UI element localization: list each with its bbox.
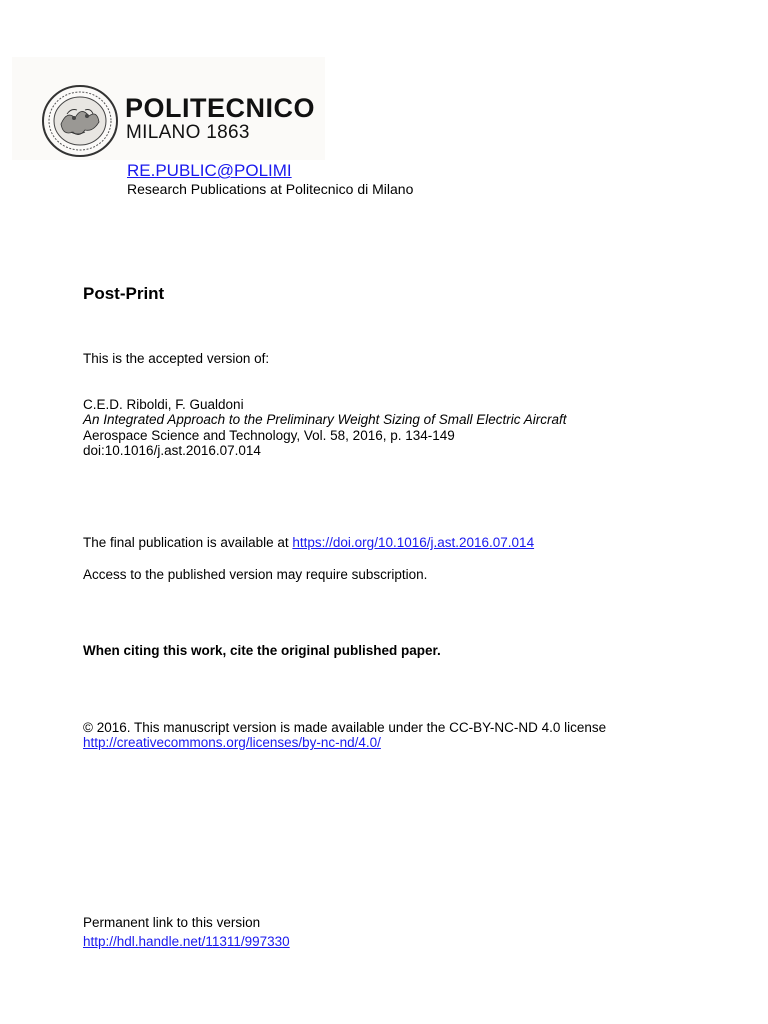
repository-description: Research Publications at Politecnico di Milano <box>127 181 414 197</box>
license-link[interactable]: http://creativecommons.org/licenses/by-nc-nd/4.0/ <box>83 735 381 750</box>
accepted-intro: This is the accepted version of: <box>83 351 270 366</box>
permanent-link[interactable]: http://hdl.handle.net/11311/997330 <box>83 934 290 949</box>
citation-journal: Aerospace Science and Technology, Vol. 58, 2016, p. 134-149 <box>83 428 455 443</box>
permanent-link-label: Permanent link to this version <box>83 915 261 930</box>
politecnico-seal-icon <box>41 84 119 158</box>
access-note: Access to the published version may require subscription. <box>83 567 428 582</box>
final-publication-prefix: The final publication is available at <box>83 535 293 550</box>
page-title: Post-Print <box>83 284 165 303</box>
logo-title: POLITECNICO <box>125 93 316 123</box>
logo-subtitle: MILANO 1863 <box>126 122 250 143</box>
final-publication-link[interactable]: https://doi.org/10.1016/j.ast.2016.07.014 <box>292 535 535 550</box>
citation-doi: doi:10.1016/j.ast.2016.07.014 <box>83 443 261 458</box>
citation-authors: C.E.D. Riboldi, F. Gualdoni <box>83 397 244 412</box>
citation-title: An Integrated Approach to the Preliminary Weight Sizing of Small Electric Aircraft <box>83 412 567 427</box>
license-text: © 2016. This manuscript version is made available under the CC-BY-NC-ND 4.0 license <box>83 720 607 735</box>
final-publication <box>83 535 534 550</box>
cite-note: When citing this work, cite the original published paper. <box>83 643 441 658</box>
repository-link[interactable]: RE.PUBLIC@POLIMI <box>127 161 292 180</box>
